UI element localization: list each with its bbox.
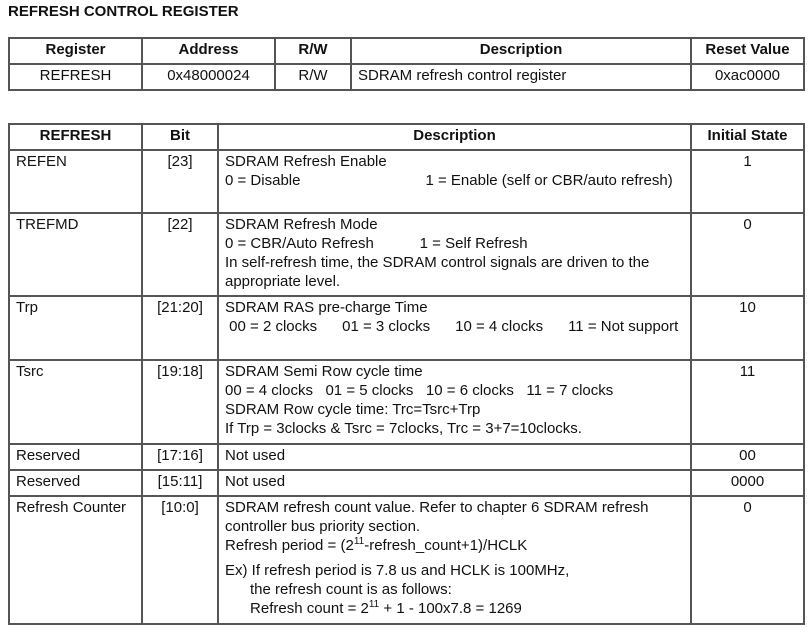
description-line [225,536,684,555]
text-segment: 00 = 4 clocks 01 = 5 clocks 10 = 6 clocks 11 = 7 clocks [225,382,614,399]
bit-field-table [8,123,805,625]
description-line [225,472,684,491]
text-segment: SDRAM Refresh Mode [225,216,378,233]
header-address: Address [142,38,275,64]
text-segment: SDRAM RAS pre-charge Time [225,299,428,316]
text-segment: Not used [225,447,286,464]
cell-initial-state: 0 [691,496,804,624]
cell-field-name: REFEN [9,150,142,213]
cell-initial-state: 1 [691,150,804,213]
header-field: REFRESH [9,124,142,150]
cell-bit-range: [22] [142,213,218,296]
description-line [225,381,684,400]
cell-description [218,470,691,496]
header-bit: Bit [142,124,218,150]
cell-bit-range: [15:11] [142,470,218,496]
cell-rw: R/W [275,64,351,90]
text-segment: -refresh_count+1)/HCLK [364,537,528,554]
cell-field-name: Reserved [9,444,142,470]
table-header-row [9,38,804,64]
header-rw: R/W [275,38,351,64]
table-header-row [9,124,804,150]
cell-description [218,213,691,296]
text-segment: 0 = Disable 1 = Enable (self or CBR/auto refresh) [225,172,673,189]
cell-field-name: Tsrc [9,360,142,444]
text-segment: In self-refresh time, the SDRAM control signals are driven to the appropriate level. [225,254,654,290]
description-line [225,253,684,291]
cell-bit-range: [23] [142,150,218,213]
description-line [225,298,684,317]
cell-initial-state: 0 [691,213,804,296]
text-segment: + 1 - 100x7.8 = 1269 [379,600,522,617]
cell-field-name: Trp [9,296,142,360]
description-line [225,419,684,438]
table-row [9,64,804,90]
register-summary-table [8,37,805,91]
header-reset-value: Reset Value [691,38,804,64]
cell-bit-range: [10:0] [142,496,218,624]
header-initial-state: Initial State [691,124,804,150]
description-line [225,152,684,171]
cell-field-name: Reserved [9,470,142,496]
cell-bit-range: [17:16] [142,444,218,470]
description-line [225,580,684,599]
table-row [9,496,804,624]
cell-field-name: TREFMD [9,213,142,296]
cell-description [218,150,691,213]
cell-description [218,360,691,444]
cell-description: SDRAM refresh control register [351,64,691,90]
description-line [225,234,684,253]
cell-bit-range: [19:18] [142,360,218,444]
text-segment: Refresh count = 2 [225,600,369,617]
table-row [9,213,804,296]
cell-register: REFRESH [9,64,142,90]
text-segment: Ex) If refresh period is 7.8 us and HCLK is 100MHz, [225,562,570,579]
text-segment: Refresh period = (2 [225,537,354,554]
description-line [225,171,684,190]
table-row [9,360,804,444]
superscript: 11 [353,536,365,547]
text-segment: SDRAM Row cycle time: Trc=Tsrc+Trp [225,401,481,418]
cell-bit-range: [21:20] [142,296,218,360]
text-segment: 00 = 2 clocks 01 = 3 clocks 10 = 4 clocks 11 = Not support [225,318,679,335]
text-segment: SDRAM Semi Row cycle time [225,363,423,380]
cell-description [218,444,691,470]
cell-address: 0x48000024 [142,64,275,90]
header-description: Description [218,124,691,150]
superscript: 11 [368,599,380,610]
cell-reset-value: 0xac0000 [691,64,804,90]
description-line [225,599,684,618]
cell-initial-state: 11 [691,360,804,444]
cell-initial-state: 10 [691,296,804,360]
table-row [9,150,804,213]
cell-description [218,496,691,624]
cell-field-name: Refresh Counter [9,496,142,624]
text-segment: SDRAM Refresh Enable [225,153,387,170]
table-row [9,296,804,360]
description-line [225,362,684,381]
text-segment: Not used [225,473,286,490]
text-segment: SDRAM refresh count value. Refer to chapter 6 SDRAM refresh controller bus priority section. [225,499,653,535]
header-register: Register [9,38,142,64]
table-row [9,444,804,470]
cell-initial-state: 0000 [691,470,804,496]
description-line [225,561,684,580]
description-line [225,498,684,536]
table-row [9,470,804,496]
section-title: REFRESH CONTROL REGISTER [8,3,239,20]
description-line [225,446,684,465]
header-description: Description [351,38,691,64]
cell-description [218,296,691,360]
description-line [225,400,684,419]
description-line [225,317,684,336]
description-line [225,215,684,234]
text-segment: If Trp = 3clocks & Tsrc = 7clocks, Trc = 3+7=10clocks. [225,420,582,437]
cell-initial-state: 00 [691,444,804,470]
text-segment: the refresh count is as follows: [225,581,452,598]
text-segment: 0 = CBR/Auto Refresh 1 = Self Refresh [225,235,528,252]
